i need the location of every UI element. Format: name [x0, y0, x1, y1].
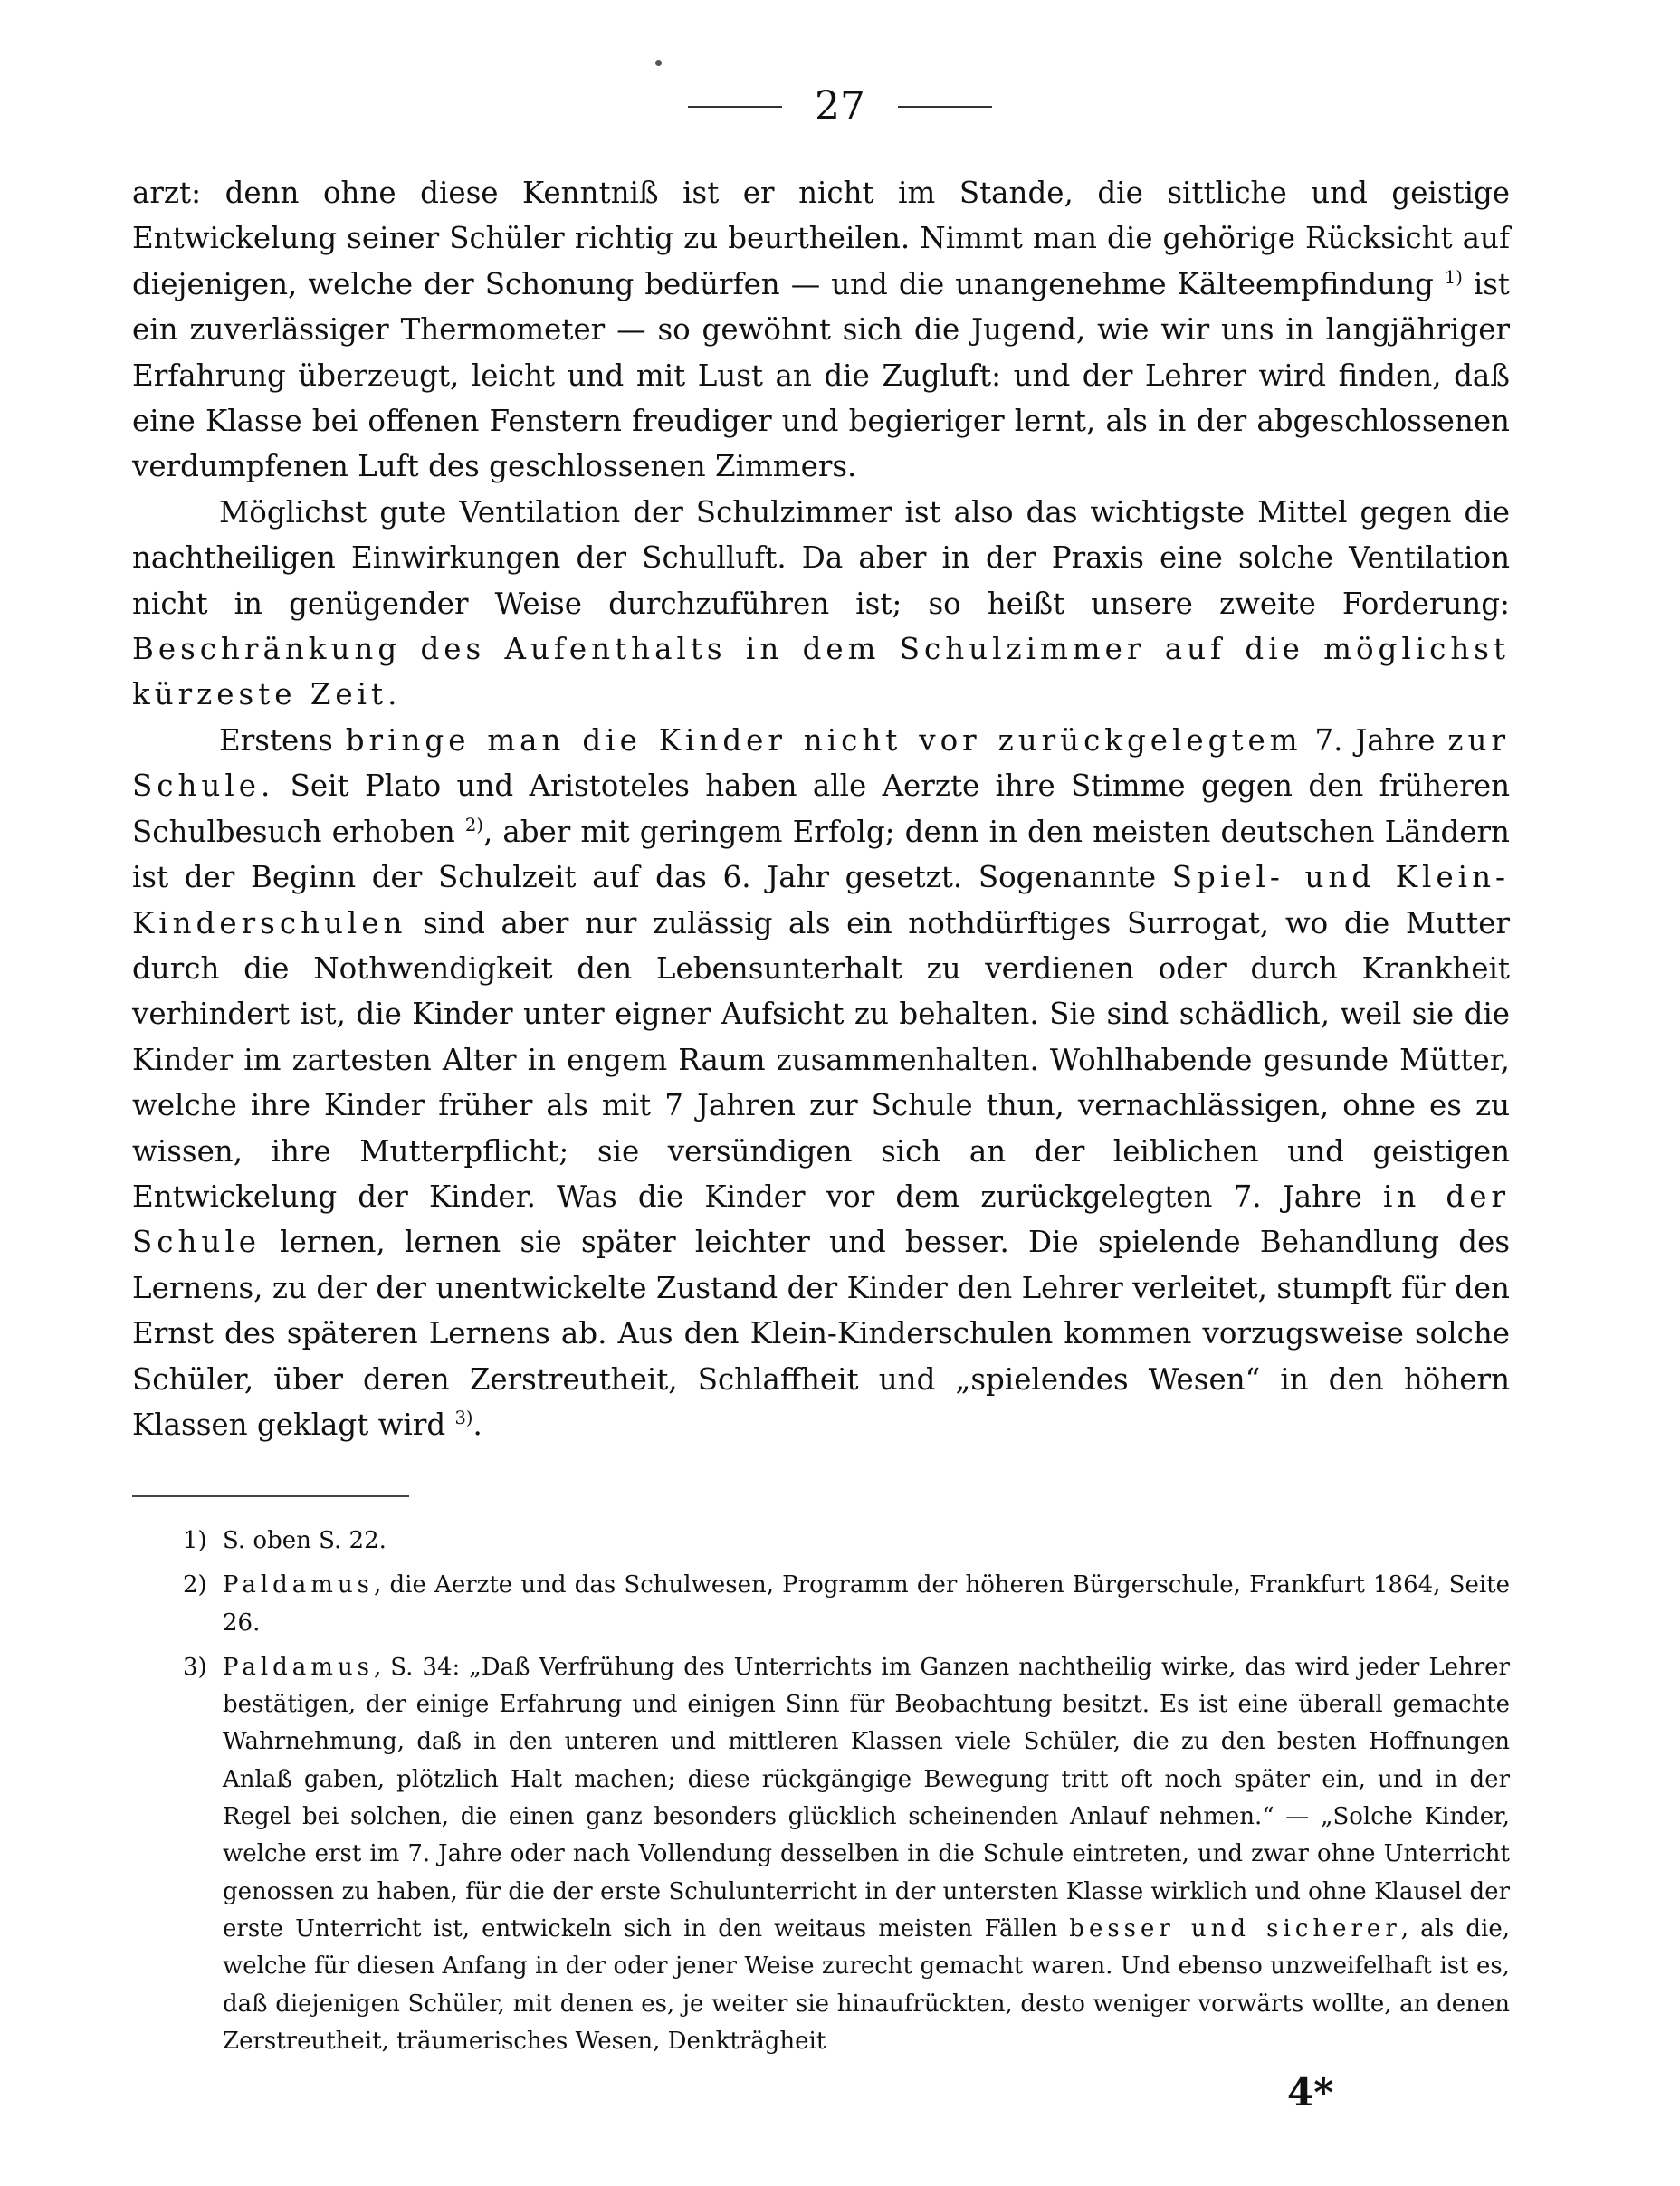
footnotes	[132, 1523, 1510, 2067]
footnote-ref-3: 3)	[454, 1408, 473, 1429]
paragraph-3-text-e: Seit Plato und Aristoteles haben alle Aerzte ihre Stimme gegen den früheren Schulbesuch erhoben	[132, 768, 1510, 849]
paragraph-3-emphasis-2: zur Schule.	[132, 722, 1510, 804]
signature-mark: 4*	[1287, 2070, 1334, 2114]
paragraph-1-text-rest: ist ein zuverlässiger Thermometer — so gewöhnt sich die Jugend, wie wir uns in langjähriger Erfahrung überzeugt, leicht und mit Lust an die Zugluft: und der Lehrer wird finden, daß eine Klasse bei offenen Fenstern freudiger und begieriger lernt, als in der abgeschlossenen verdumpfenen Luft des geschlossenen Zimmers.	[132, 266, 1510, 484]
paragraph-3-text-a: Erstens	[219, 722, 346, 758]
paragraph-3-emphasis-3: Spiel- und Klein-Kinderschulen	[132, 860, 1510, 940]
paragraph-3-text-c: 7. Jahre	[1302, 722, 1448, 758]
paragraph-3-emphasis-4: in der Schule	[132, 1179, 1511, 1260]
footnote-2-mark: 2)	[183, 1571, 207, 1599]
paragraph-1	[132, 170, 1510, 490]
page-header	[0, 80, 1680, 134]
paragraph-3	[132, 718, 1510, 1448]
footnote-2-text: , die Aerzte und das Schulwesen, Programm der höheren Bürgerschule, Frankfurt 1864, Seite 26.	[223, 1571, 1510, 1637]
footnote-3-mark: 3)	[183, 1653, 207, 1681]
paragraph-2-text: Möglichst gute Ventilation der Schulzimmer ist also das wichtigste Mittel gegen die nachtheiligen Einwirkungen der Schulluft. Da aber in der Praxis eine solche Ventilation nicht in genügender Weise durchzuführen ist; so heißt unsere zweite Forderung:	[132, 494, 1510, 621]
paragraph-1-text: arzt: denn ohne diese Kenntniß ist er nicht im Stande, die sittliche und geistige Entwickelung seiner Schüler richtig zu beurtheilen. Nimmt man die gehörige Rücksicht auf diejenigen, welche der Schonung bedürfen — und die unangenehme Kälteempfindung	[132, 176, 1510, 301]
paragraph-2-emphasis: Beschränkung des Aufenthalts in dem Schulzimmer auf die möglichst kürzeste Zeit.	[132, 632, 1510, 712]
footnote-ref-2: 2)	[464, 814, 483, 835]
paragraph-2	[132, 490, 1510, 718]
footnote-3	[132, 1649, 1510, 2060]
main-text	[132, 170, 1510, 1447]
footnote-3-spaced: besser und sicherer	[1069, 1914, 1401, 1943]
paragraph-3-text-h: sind aber nur zulässig als ein nothdürftiges Surrogat, wo die Mutter durch die Nothwendigkeit den Lebensunterhalt zu verdienen oder durch Krankheit verhindert ist, die Kinder unter eigner Aufsicht zu behalten. Sie sind schädlich, weil sie die Kinder im zartesten Alter in engem Raum zusammenhalten. Wohlhabende gesunde Mütter, welche ihre Kinder früher als mit 7 Jahren zur Schule thun, vernachlässigen, ohne es zu wissen, ihre Mutterpflicht; sie versündigen sich an der leiblichen und geistigen Entwickelung der Kinder. Was die Kinder vor dem zurückgelegten 7. Jahre	[132, 905, 1510, 1214]
footnote-2-author: Paldamus	[223, 1571, 375, 1599]
footnote-ref-1: 1)	[1444, 266, 1463, 288]
paragraph-3-emphasis-1: bringe man die Kinder nicht vor zurückgelegtem	[345, 722, 1303, 758]
page-number: 27	[815, 83, 865, 129]
footnote-1	[132, 1523, 1510, 1560]
footnote-2	[132, 1567, 1510, 1642]
header-rule-right	[898, 106, 992, 108]
paragraph-3-text-j: lernen, lernen sie später leichter und besser. Die spielende Behandlung des Lernens, zu der der unentwickelte Zustand der Kinder den Lehrer verleitet, stumpft für den Ernst des späteren Lernens ab. Aus den Klein-Kinderschulen kommen vorzugsweise solche Schüler, über deren Zerstreutheit, Schlaffheit und „spielendes Wesen“ in den höhern Klassen geklagt wird	[132, 1225, 1510, 1442]
footnote-1-mark: 1)	[183, 1527, 207, 1554]
footnote-3-text-2: , als die, welche für diesen Anfang in der oder jener Weise zurecht gemacht waren. Und ebenso unzweifelhaft ist es, daß diejenigen Schüler, mit denen es, je weiter sie hinaufrückten, desto weniger vorwärts wollte, an denen Zerstreutheit, träumerisches Wesen, Denkträgheit	[223, 1914, 1510, 2055]
footnote-3-author: Paldamus	[223, 1653, 375, 1681]
paragraph-3-text-f: , aber mit geringem Erfolg; denn in den meisten deutschen Ländern ist der Beginn der Schulzeit auf das 6. Jahr gesetzt. Sogenannte	[132, 814, 1510, 895]
paragraph-3-text-k: .	[472, 1407, 482, 1442]
footnote-separator	[132, 1495, 409, 1497]
header-rule-left	[688, 106, 782, 108]
footnote-1-text: S. oben S. 22.	[223, 1527, 387, 1554]
footnote-3-text: , S. 34: „Daß Verfrühung des Unterrichts im Ganzen nachtheilig wirke, das wird jeder Lehrer bestätigen, der einige Erfahrung und einigen Sinn für Beobachtung besitzt. Es ist eine überall gemachte Wahrnehmung, daß in den unteren und mittleren Klassen viele Schüler, die zu den besten Hoffnungen Anlaß gaben, plötzlich Halt machen; diese rückgängige Bewegung tritt oft noch später ein, und in der Regel bei solchen, die einen ganz besonders glücklich scheinenden Anlauf nehmen.“ — „Solche Kinder, welche erst im 7. Jahre oder nach Vollendung desselben in die Schule eintreten, und zwar ohne Unterricht genossen zu haben, für die der erste Schulunterricht in der untersten Klasse wirklich und ohne Klausel der erste Unterricht ist, entwickeln sich in den weitaus meisten Fällen	[223, 1653, 1510, 1943]
printer-dot	[655, 60, 662, 66]
